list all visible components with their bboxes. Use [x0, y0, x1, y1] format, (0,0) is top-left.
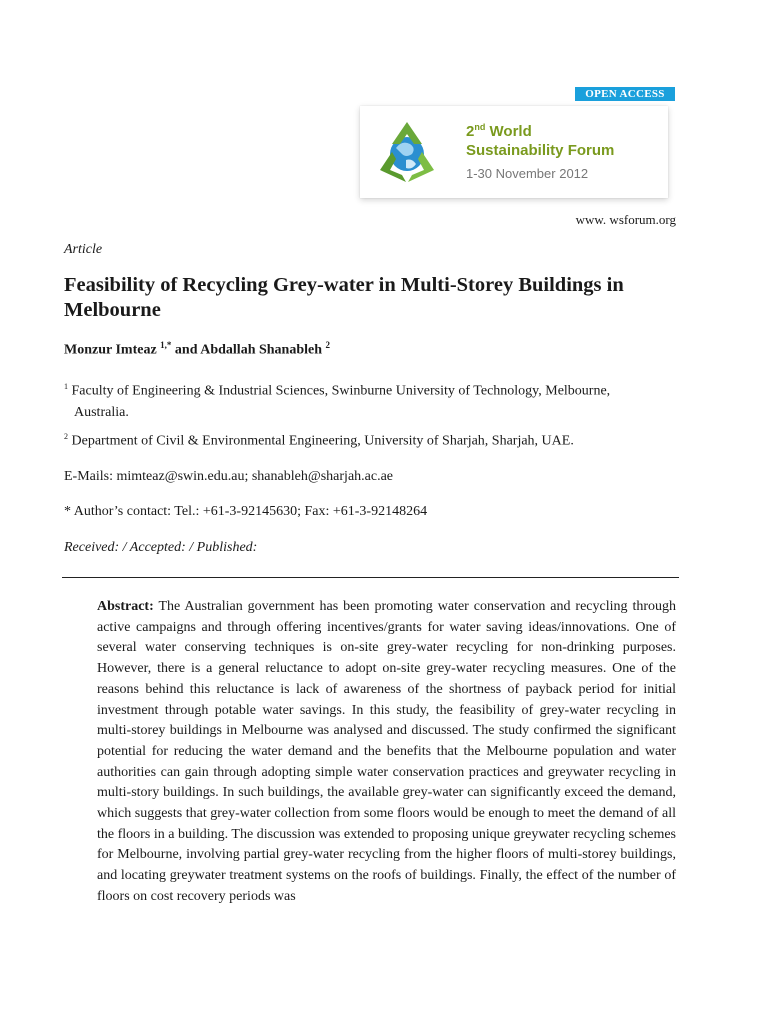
- author-contact: * Author’s contact: Tel.: +61-3-92145630; Fax: +61-3-92148264: [64, 504, 428, 519]
- forum-title-line2: Sustainability Forum: [466, 142, 615, 159]
- forum-logo: [360, 106, 668, 198]
- author-emails: E-Mails: mimteaz@swin.edu.au; shanableh@sharjah.ac.ae: [64, 469, 394, 484]
- paper-title: Feasibility of Recycling Grey-water in Multi-Storey Buildings in Melbourne: [64, 274, 624, 321]
- author-name: Abdallah Shanableh: [200, 342, 323, 358]
- article-type: Article: [64, 242, 103, 257]
- forum-title-line1: 2nd World: [466, 122, 532, 140]
- recycle-globe-icon: [372, 118, 442, 188]
- affiliation-1: $^1$ Faculty of Engineering & Industrial Sciences, Swinburne University of Technology, Melbourne, Australia.: [64, 382, 611, 420]
- open-access-badge: OPEN ACCESS: [575, 87, 675, 101]
- abstract-label: Abstract:: [97, 599, 154, 614]
- forum-url[interactable]: www. wsforum.org: [575, 212, 676, 227]
- publication-dates: Received: / Accepted: / Published:: [64, 540, 258, 555]
- affiliation-2: $^2$ Department of Civil & Environmental Engineering, University of Sharjah, Sharjah, UAE.: [64, 432, 574, 449]
- divider: [62, 577, 679, 578]
- abstract-text: The Australian government has been promoting water conservation and recycling through active campaigns and through offering incentives/grants for water saving ideas/innovations. One of several water conserving techniques is on-site grey-water recycling for non-drinking purposes. However, there is a general reluctance to adopt on-site grey-water recycling measures. One of the reasons behind this reluctance is lack of awareness of the shortness of payback period for initial investment through potable water savings. In this study, the feasibility of grey-water recycling in multi-storey buildings in Melbourne was analysed and discussed. The study confirmed the significant potential for reducing the water demand and the benefits that the Melbourne population and water authorities can gain through adopting simple water conservation practices and greywater recycling in multi-story buildings. In such buildings, the available grey-water can significantly exceed the demand, which suggests that grey-water collection from some floors would be enough to meet the demand of all the floors in a building. The discussion was extended to proposing unique greywater recycling schemes for Melbourne, involving partial grey-water recycling from the higher floors of multi-storey buildings, and locating greywater treatment systems on the roofs of buildings. Finally, the effect of the number of floors on cost recovery periods was: [97, 599, 676, 904]
- author-name: Monzur Imteaz: [64, 342, 157, 358]
- abstract: [97, 597, 676, 908]
- author-list: Monzur Imteaz $^{1,*}$ and Abdallah Shanableh $^2$: [64, 340, 331, 358]
- forum-dates: 1-30 November 2012: [466, 166, 589, 181]
